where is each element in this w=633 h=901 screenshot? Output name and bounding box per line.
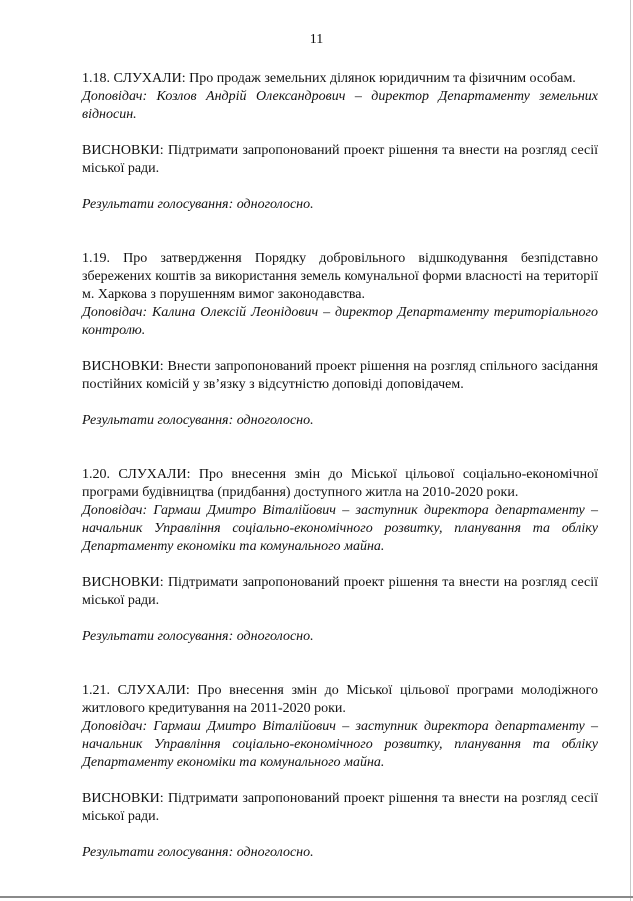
minutes-content [82, 70, 598, 862]
item-heading: 1.21. СЛУХАЛИ: Про внесення змін до Міської цільової програми молодіжного житлового кредитування на 2011-2020 роки. [82, 683, 598, 716]
item-heading: 1.19. Про затвердження Порядку добровільного відшкодування безпідставно збережених коштів за використання земель комунальної форми власності на території м. Харкова з порушенням вимог законодавства. [82, 251, 598, 302]
agenda-item-1-20 [82, 466, 598, 646]
item-conclusion: ВИСНОВКИ: Внести запропонований проект рішення на розгляд спільного засідання постійних комісій у зв’язку з відсутністю доповіді доповідачем. [82, 359, 598, 392]
item-heading: 1.18. СЛУХАЛИ: Про продаж земельних ділянок юридичним та фізичним особам. [82, 71, 576, 86]
agenda-item-1-18 [82, 70, 598, 214]
item-speaker: Доповідач: Гармаш Дмитро Віталійович – заступник директора департаменту – начальник Управління соціально-економічного розвитку, планування та обліку Департаменту економіки та комунального майна. [82, 719, 598, 770]
item-speaker: Доповідач: Козлов Андрій Олександрович – директор Департаменту земельних відносин. [82, 89, 598, 122]
scan-edge-bottom [0, 896, 633, 898]
item-vote-result: Результати голосування: одноголосно. [82, 197, 314, 212]
item-conclusion: ВИСНОВКИ: Підтримати запропонований проект рішення та внести на розгляд сесії міської ради. [82, 575, 598, 608]
item-conclusion: ВИСНОВКИ: Підтримати запропонований проект рішення та внести на розгляд сесії міської ради. [82, 791, 598, 824]
item-conclusion: ВИСНОВКИ: Підтримати запропонований проект рішення та внести на розгляд сесії міської ради. [82, 143, 598, 176]
agenda-item-1-19 [82, 250, 598, 430]
item-speaker: Доповідач: Калина Олексій Леонідович – директор Департаменту територіального контролю. [82, 305, 598, 338]
scan-edge-right [630, 0, 631, 901]
page-number: 11 [309, 32, 324, 47]
item-heading: 1.20. СЛУХАЛИ: Про внесення змін до Міської цільової соціально-економічної програми будівництва (придбання) доступного житла на 2010-2020 роки. [82, 467, 598, 500]
item-vote-result: Результати голосування: одноголосно. [82, 845, 314, 860]
item-vote-result: Результати голосування: одноголосно. [82, 413, 314, 428]
agenda-item-1-21 [82, 682, 598, 862]
item-vote-result: Результати голосування: одноголосно. [82, 629, 314, 644]
item-speaker: Доповідач: Гармаш Дмитро Віталійович – заступник директора департаменту – начальник Управління соціально-економічного розвитку, планування та обліку Департаменту економіки та комунального майна. [82, 503, 598, 554]
